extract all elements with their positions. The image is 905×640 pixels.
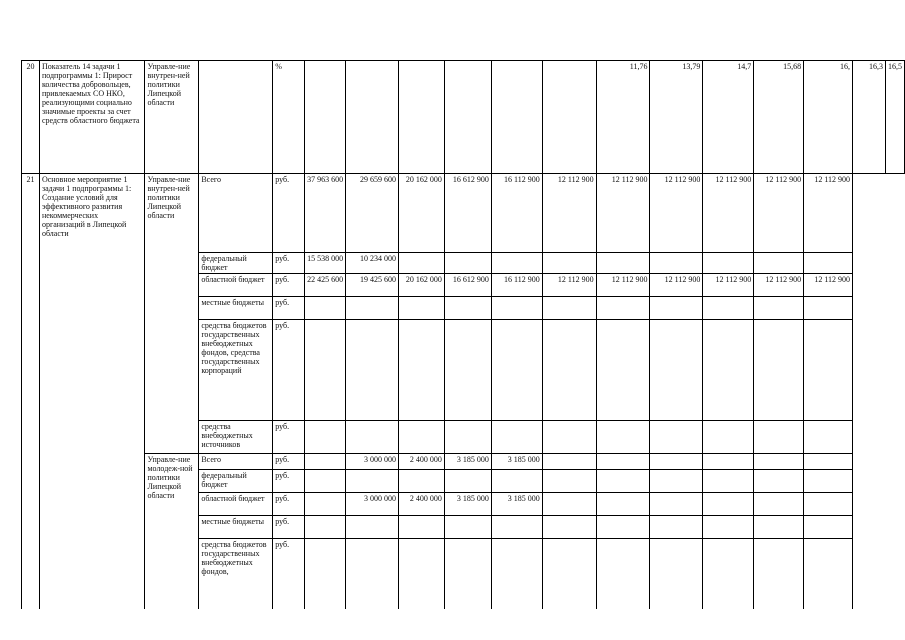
value-cell (596, 253, 650, 274)
funding-source: средства бюджетов государственных внебюджетных фондов, (199, 539, 273, 609)
value-cell: 13,79 (650, 61, 703, 174)
value-cell (491, 61, 542, 174)
value-cell: 16 112 900 (491, 174, 542, 253)
unit: руб. (273, 516, 305, 539)
value-cell (398, 253, 444, 274)
value-cell: 22 425 600 (305, 274, 346, 297)
value-cell (346, 470, 399, 493)
value-cell: 16, (804, 61, 853, 174)
value-cell (542, 516, 596, 539)
value-cell (491, 297, 542, 320)
unit: руб. (273, 174, 305, 253)
value-cell: 12 112 900 (542, 274, 596, 297)
row-number: 21 (22, 174, 40, 609)
value-cell (650, 253, 703, 274)
value-cell (754, 539, 804, 609)
value-cell: 16 612 900 (444, 274, 491, 297)
value-cell (346, 516, 399, 539)
funding-source: Всего (199, 174, 273, 253)
value-cell (754, 253, 804, 274)
value-cell (346, 61, 399, 174)
value-cell (650, 454, 703, 470)
value-cell (398, 470, 444, 493)
value-cell: 3 000 000 (346, 493, 399, 516)
unit: руб. (273, 539, 305, 609)
value-cell (305, 297, 346, 320)
value-cell (542, 61, 596, 174)
value-cell (596, 297, 650, 320)
executor: Управле-ние внутрен-ней политики Липецкой области (145, 174, 199, 454)
value-cell: 19 425 600 (346, 274, 399, 297)
value-cell (650, 297, 703, 320)
value-cell: 15,68 (754, 61, 804, 174)
table-row (22, 454, 905, 470)
value-cell (398, 320, 444, 421)
value-cell: 20 162 000 (398, 274, 444, 297)
unit: руб. (273, 297, 305, 320)
value-cell (804, 493, 853, 516)
value-cell (703, 454, 754, 470)
value-cell: 16,5 (886, 61, 905, 174)
value-cell (596, 516, 650, 539)
value-cell (754, 493, 804, 516)
unit: руб. (273, 493, 305, 516)
table-row-20 (22, 61, 905, 174)
unit: руб. (273, 320, 305, 421)
blank-cell (305, 61, 346, 174)
value-cell (444, 539, 491, 609)
value-cell: 16 112 900 (491, 274, 542, 297)
value-cell (398, 61, 444, 174)
value-cell (596, 454, 650, 470)
value-cell: 29 659 600 (346, 174, 399, 253)
budget-table (21, 60, 905, 609)
value-cell (804, 297, 853, 320)
executor: Управле-ние молодеж-ной политики Липецкой области (145, 454, 199, 609)
value-cell (444, 320, 491, 421)
value-cell: 12 112 900 (804, 274, 853, 297)
value-cell: 3 185 000 (444, 493, 491, 516)
value-cell: 20 162 000 (398, 174, 444, 253)
value-cell (804, 253, 853, 274)
value-cell (444, 297, 491, 320)
value-cell (703, 516, 754, 539)
value-cell: 12 112 900 (754, 274, 804, 297)
value-cell (398, 516, 444, 539)
funding-source: средства внебюджетных источников (199, 421, 273, 454)
funding-source: средства бюджетов государственных внебюджетных фондов, средства государственных корпораций (199, 320, 273, 421)
value-cell (444, 421, 491, 454)
value-cell (491, 516, 542, 539)
table-row (22, 174, 905, 253)
unit: % (273, 61, 305, 174)
value-cell (305, 421, 346, 454)
value-cell (650, 516, 703, 539)
indicator-name: Показатель 14 задачи 1 подпрограммы 1: Прирост количества добровольцев, привлекаемых СО НКО, реализующими социально значимые проекты за счет средств областного бюджета (39, 61, 145, 174)
value-cell (542, 421, 596, 454)
value-cell: 15 538 000 (305, 253, 346, 274)
value-cell: 3 185 000 (444, 454, 491, 470)
value-cell (305, 516, 346, 539)
value-cell (804, 320, 853, 421)
value-cell (804, 470, 853, 493)
value-cell (804, 516, 853, 539)
value-cell (305, 470, 346, 493)
value-cell (305, 539, 346, 609)
value-cell: 12 112 900 (650, 174, 703, 253)
value-cell: 12 112 900 (596, 174, 650, 253)
value-cell (346, 297, 399, 320)
value-cell: 3 000 000 (346, 454, 399, 470)
funding-source: областной бюджет (199, 274, 273, 297)
value-cell (305, 454, 346, 470)
row-number: 20 (22, 61, 40, 174)
value-cell (444, 253, 491, 274)
value-cell (542, 470, 596, 493)
value-cell (754, 516, 804, 539)
value-cell: 12 112 900 (596, 274, 650, 297)
value-cell: 12 112 900 (650, 274, 703, 297)
value-cell (491, 421, 542, 454)
value-cell (346, 421, 399, 454)
value-cell (754, 297, 804, 320)
funding-source: федеральный бюджет (199, 253, 273, 274)
value-cell: 3 185 000 (491, 493, 542, 516)
value-cell: 3 185 000 (491, 454, 542, 470)
value-cell: 10 234 000 (346, 253, 399, 274)
funding-source: местные бюджеты (199, 516, 273, 539)
value-cell (398, 539, 444, 609)
unit: руб. (273, 421, 305, 454)
value-cell (346, 320, 399, 421)
value-cell (305, 320, 346, 421)
value-cell (596, 421, 650, 454)
value-cell (542, 539, 596, 609)
value-cell (491, 539, 542, 609)
value-cell: 37 963 600 (305, 174, 346, 253)
value-cell: 12 112 900 (754, 174, 804, 253)
value-cell: 16 612 900 (444, 174, 491, 253)
value-cell (596, 320, 650, 421)
value-cell (703, 493, 754, 516)
value-cell: 14,7 (703, 61, 754, 174)
value-cell (542, 320, 596, 421)
value-cell (703, 253, 754, 274)
value-cell (444, 470, 491, 493)
value-cell (491, 253, 542, 274)
funding-source: местные бюджеты (199, 297, 273, 320)
unit: руб. (273, 253, 305, 274)
value-cell (542, 454, 596, 470)
value-cell (596, 470, 650, 493)
value-cell: 12 112 900 (542, 174, 596, 253)
value-cell (542, 253, 596, 274)
value-cell (542, 493, 596, 516)
value-cell (703, 539, 754, 609)
value-cell: 12 112 900 (703, 274, 754, 297)
value-cell (754, 454, 804, 470)
funding-source (199, 61, 273, 174)
value-cell (804, 421, 853, 454)
value-cell (804, 539, 853, 609)
value-cell: 16,3 (853, 61, 886, 174)
funding-source: Всего (199, 454, 273, 470)
value-cell (491, 320, 542, 421)
value-cell (650, 470, 703, 493)
value-cell (542, 297, 596, 320)
executor: Управле-ние внутрен-ней политики Липецкой области (145, 61, 199, 174)
value-cell: 12 112 900 (804, 174, 853, 253)
value-cell (754, 470, 804, 493)
value-cell (596, 539, 650, 609)
value-cell: 2 400 000 (398, 454, 444, 470)
value-cell (650, 320, 703, 421)
value-cell (491, 470, 542, 493)
value-cell (444, 61, 491, 174)
value-cell: 2 400 000 (398, 493, 444, 516)
value-cell (596, 493, 650, 516)
value-cell (703, 297, 754, 320)
table-body (22, 61, 905, 609)
value-cell (650, 421, 703, 454)
value-cell (305, 493, 346, 516)
value-cell (650, 493, 703, 516)
unit: руб. (273, 274, 305, 297)
value-cell (398, 421, 444, 454)
funding-source: областной бюджет (199, 493, 273, 516)
value-cell (703, 421, 754, 454)
value-cell (650, 539, 703, 609)
unit: руб. (273, 454, 305, 470)
value-cell (804, 454, 853, 470)
value-cell (346, 539, 399, 609)
value-cell (444, 516, 491, 539)
funding-source: федеральный бюджет (199, 470, 273, 493)
value-cell: 11,76 (596, 61, 650, 174)
value-cell: 12 112 900 (703, 174, 754, 253)
value-cell (398, 297, 444, 320)
value-cell (754, 421, 804, 454)
unit: руб. (273, 470, 305, 493)
value-cell (754, 320, 804, 421)
value-cell (703, 320, 754, 421)
value-cell (703, 470, 754, 493)
activity-name: Основное мероприятие 1 задачи 1 подпрограммы 1: Создание условий для эффективного развития некоммерческих организаций в Липецкой области (39, 174, 145, 609)
